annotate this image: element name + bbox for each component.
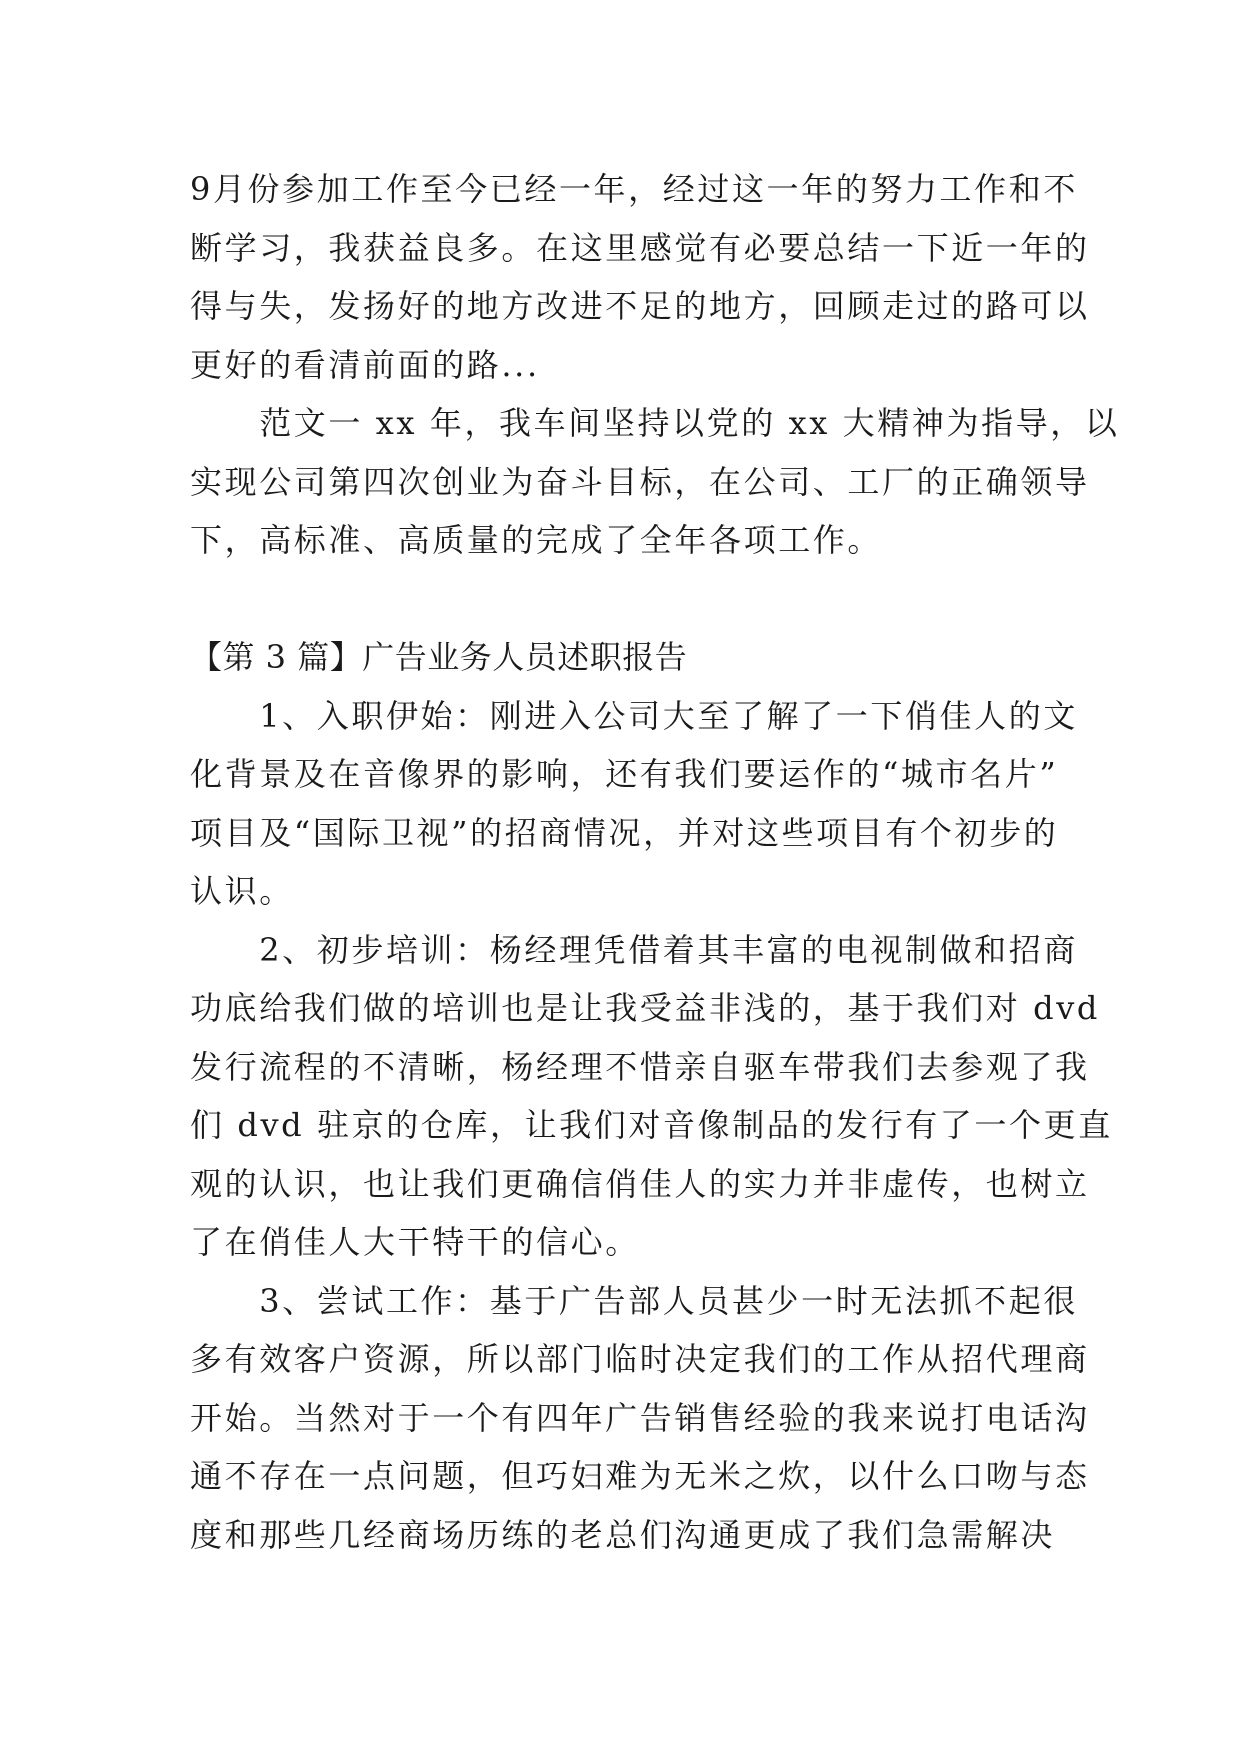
text-line: 范文一 xx 年，我车间坚持以党的 xx 大精神为指导，以 bbox=[190, 404, 1120, 442]
paragraph-point-2 bbox=[190, 921, 1113, 1272]
paragraph-sample-one bbox=[190, 394, 1120, 570]
blank-line bbox=[190, 570, 1065, 629]
text-line: 多有效客户资源，所以部门临时决定我们的工作从招代理商 bbox=[190, 1340, 1090, 1378]
text-line: 实现公司第四次创业为奋斗目标，在公司、工厂的正确领导 bbox=[190, 462, 1090, 501]
document-page bbox=[190, 160, 1120, 1564]
text-line: 化背景及在音像界的影响，还有我们要运作的“城市名片” bbox=[190, 755, 1059, 793]
text-line: 3、尝试工作：基于广告部人员甚少一时无法抓不起很 bbox=[190, 1281, 1078, 1320]
text-line: 1、入职伊始：刚进入公司大至了解了一下俏佳人的文 bbox=[190, 696, 1078, 735]
paragraph-point-1 bbox=[190, 687, 1078, 921]
text-line: 项目及“国际卫视”的招商情况，并对这些项目有个初步的 bbox=[190, 813, 1059, 852]
text-line: 了在俏佳人大干特干的信心。 bbox=[190, 1223, 640, 1261]
section-heading: 【第 3 篇】广告业务人员述职报告 bbox=[190, 638, 688, 676]
text-line: 认识。 bbox=[190, 872, 294, 910]
text-line: 下，高标准、高质量的完成了全年各项工作。 bbox=[190, 521, 883, 559]
text-line: 度和那些几经商场历练的老总们沟通更成了我们急需解决 bbox=[190, 1515, 1056, 1554]
text-line: 们 dvd 驻京的仓库，让我们对音像制品的发行有了一个更直 bbox=[190, 1106, 1113, 1144]
text-line: 观的认识，也让我们更确信俏佳人的实力并非虚传，也树立 bbox=[190, 1164, 1090, 1203]
paragraph-point-3 bbox=[190, 1272, 1090, 1565]
text-line: 通不存在一点问题，但巧妇难为无米之炊，以什么口吻与态 bbox=[190, 1457, 1090, 1495]
text-line: 断学习，我获益良多。在这里感觉有必要总结一下近一年的 bbox=[190, 228, 1090, 267]
text-line: 更好的看清前面的路... bbox=[190, 345, 540, 384]
text-line: 2、初步培训：杨经理凭借着其丰富的电视制做和招商 bbox=[190, 930, 1078, 969]
text-line: 发行流程的不清晰，杨经理不惜亲自驱车带我们去参观了我 bbox=[190, 1047, 1090, 1086]
text-line: 9月份参加工作至今已经一年，经过这一年的努力工作和不 bbox=[190, 170, 1078, 208]
text-line: 得与失，发扬好的地方改进不足的地方，回顾走过的路可以 bbox=[190, 287, 1090, 325]
paragraph-intro bbox=[190, 160, 1090, 394]
text-line: 开始。当然对于一个有四年广告销售经验的我来说打电话沟 bbox=[190, 1398, 1090, 1437]
text-line: 功底给我们做的培训也是让我受益非浅的，基于我们对 dvd bbox=[190, 989, 1101, 1027]
